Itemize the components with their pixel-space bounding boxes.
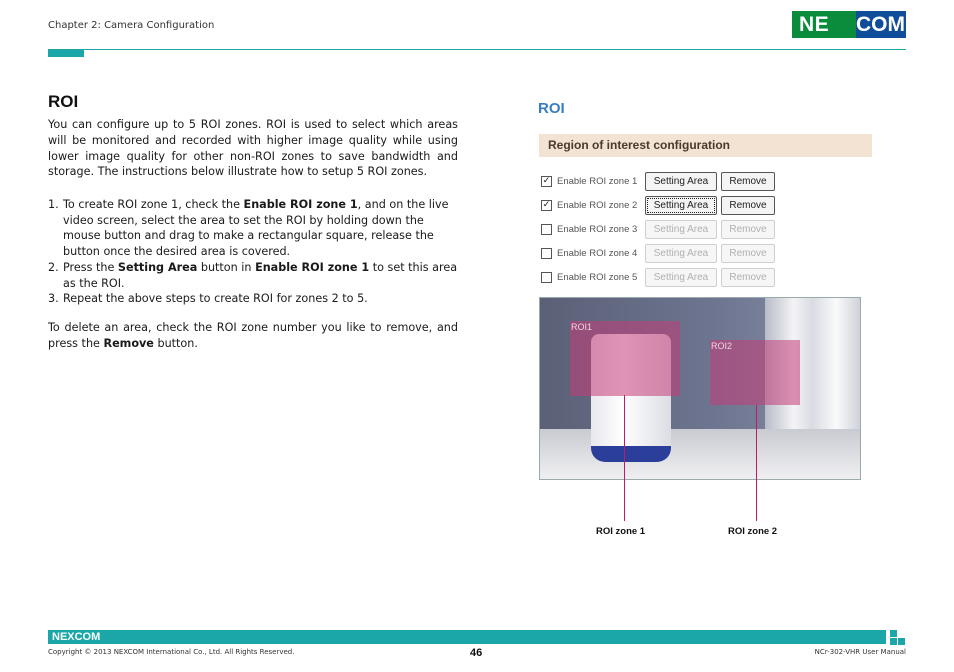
nexcom-logo <box>792 11 906 38</box>
delete-text: To delete an area, check the ROI zone number you like to remove, and press the <box>48 321 458 350</box>
setting-area-button[interactable]: Setting Area <box>645 220 717 239</box>
steps-list <box>48 197 460 307</box>
header-rule <box>48 49 906 50</box>
step-bold: Setting Area <box>117 260 198 274</box>
zone-checkbox-checked-icon[interactable]: ✓ <box>542 200 551 210</box>
zone-row-2 <box>541 196 779 215</box>
step-3 <box>48 291 460 307</box>
zone-label: Enable ROI zone 1 <box>557 176 638 187</box>
zone-row-3 <box>541 220 779 239</box>
delete-bold: Remove <box>103 336 154 350</box>
setting-area-button[interactable]: Setting Area <box>645 172 717 191</box>
roi-zone-1-overlay[interactable] <box>570 321 680 396</box>
roi-zone-1-label: ROI1 <box>571 322 593 332</box>
logo-text-right: COM <box>856 12 905 36</box>
footer-manual-name: NCr-302-VHR User Manual <box>814 648 906 656</box>
roi-zone-2-overlay[interactable] <box>710 340 800 405</box>
step-bold: Enable ROI zone 1 <box>255 260 370 274</box>
step-bold: Enable ROI zone 1 <box>243 198 358 211</box>
pencil-cup-base <box>591 446 671 462</box>
screenshot-title: ROI <box>538 100 565 117</box>
setting-area-button[interactable]: Setting Area <box>645 244 717 263</box>
remove-button[interactable]: Remove <box>721 196 775 215</box>
delete-text: button. <box>153 336 198 350</box>
footer-logo: NEXCOM <box>52 631 101 643</box>
table-surface <box>540 429 860 479</box>
live-video-preview[interactable] <box>539 297 861 480</box>
step-number: 3. <box>48 292 59 306</box>
footer-copyright: Copyright © 2013 NEXCOM International Co., Ltd. All Rights Reserved. <box>48 648 295 656</box>
step-2 <box>48 260 460 291</box>
callout-line-1 <box>624 395 625 521</box>
setting-area-button[interactable]: Setting Area <box>645 268 717 287</box>
zone-label: Enable ROI zone 5 <box>557 272 638 283</box>
zone-checkbox[interactable] <box>541 248 552 259</box>
roi-zone-2-label: ROI2 <box>711 341 733 351</box>
step-text: , and on the live video screen, select the area to set the ROI by holding down the mouse button and drag to make a rectangular square, release the button once the desired area is covered. <box>63 198 449 259</box>
zone-row-1 <box>541 172 779 191</box>
step-1 <box>48 197 460 260</box>
zone-row-5 <box>541 268 779 287</box>
logo-text-left: NE <box>799 12 830 36</box>
intro-paragraph: You can configure up to 5 ROI zones. ROI is used to select which areas will be monitored and recorded with higher image quality while using lower image quality for other non-ROI zones to save bandwidth and storage. The instructions below illustrate how to setup 5 ROI zones. <box>48 118 458 179</box>
page-number: 46 <box>470 647 483 659</box>
callout-roi-zone-1: ROI zone 1 <box>596 526 646 537</box>
setting-area-button[interactable]: Setting Area <box>645 196 717 215</box>
delete-paragraph <box>48 320 458 352</box>
region-header-bar <box>539 134 872 157</box>
section-heading: ROI <box>48 92 79 111</box>
step-text: Press the <box>63 260 118 274</box>
footer-bar <box>48 630 886 644</box>
step-text: to set this area as the ROI. <box>63 260 458 290</box>
zone-checkbox[interactable] <box>541 224 552 235</box>
header-tab <box>48 49 84 57</box>
step-text: Repeat the above steps to create ROI for zones 2 to 5. <box>63 292 368 306</box>
step-text: To create ROI zone 1, check the <box>63 198 244 211</box>
remove-button[interactable]: Remove <box>721 220 775 239</box>
callout-line-2 <box>756 405 757 521</box>
step-number: 2. <box>48 260 59 274</box>
zone-row-4 <box>541 244 779 263</box>
zone-checkbox[interactable] <box>541 272 552 283</box>
step-text: button in <box>197 260 256 274</box>
callout-roi-zone-2: ROI zone 2 <box>728 526 778 537</box>
remove-button[interactable]: Remove <box>721 268 775 287</box>
remove-button[interactable]: Remove <box>721 244 775 263</box>
zone-label: Enable ROI zone 2 <box>557 200 638 211</box>
zone-checkbox-checked-icon[interactable]: ✓ <box>542 176 551 186</box>
logo-blue-block <box>856 11 906 38</box>
step-number: 1. <box>48 198 59 211</box>
zone-label: Enable ROI zone 3 <box>557 224 638 235</box>
region-header-label: Region of interest configuration <box>548 138 730 152</box>
zone-label: Enable ROI zone 4 <box>557 248 638 259</box>
remove-button[interactable]: Remove <box>721 172 775 191</box>
chapter-title: Chapter 2: Camera Configuration <box>48 20 215 31</box>
footer-squares-icon <box>890 630 906 646</box>
